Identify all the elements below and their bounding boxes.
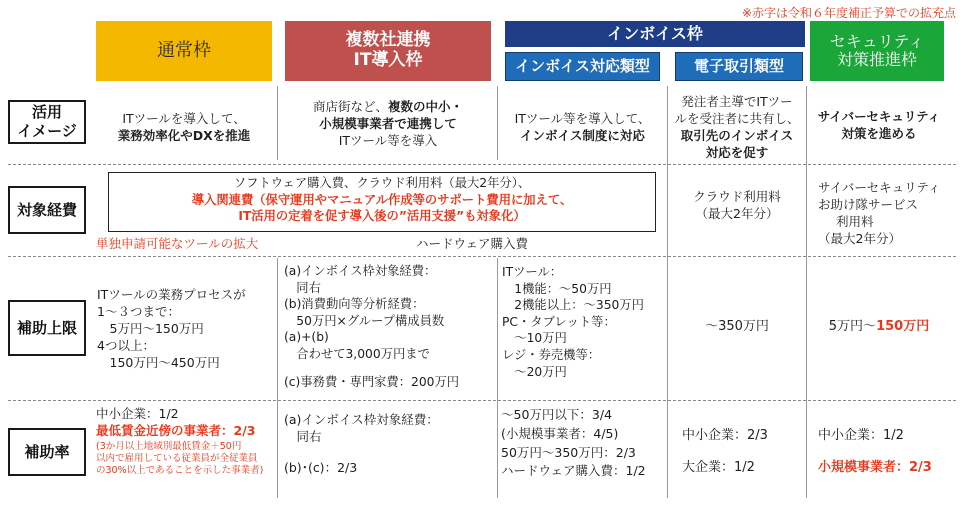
header-invoice-frame [505,21,805,47]
limit-invoice-line: 1機能：～50万円 [502,281,612,296]
limit-multi-line: (c)事務費・専門家費：200万円 [284,374,460,389]
limit-multi-line: (a)インボイス枠対象経費： [284,264,437,278]
limit-normal-line: 5万円～150万円 [97,320,204,336]
limit-security-min: 5万円～ [828,319,877,334]
expense-security-line-2: お助け隊サービス [818,196,919,212]
limit-security [809,318,949,336]
rate-security [818,427,954,476]
rate-normal-note-line: (3か月以上地域別最低賃金＋50円 [96,440,242,452]
col-divider-1b [277,258,278,498]
rate-normal-line-2: 最低賃金近傍の事業者：2/3 [96,422,256,438]
col-divider-2b [497,258,498,498]
header-security-label-1: セキュリティ [829,31,925,51]
usage-multi-line-1a: 商店街など、 [312,99,388,114]
expense-ec-line-2: （最大2年分） [695,205,779,221]
row-label-limit-text: 補助上限 [16,318,77,337]
expense-security-line-3: 利用料 [836,213,874,229]
expense-security [818,180,954,248]
rate-invoice-line: (小規模事業者：4/5) [501,425,619,441]
limit-multi-spacer [284,363,496,374]
expense-common-box [108,172,656,232]
limit-normal-line: 4つ以上： [97,337,155,353]
limit-invoice-line: ITツール： [502,265,563,279]
row-label-usage-1: 活用 [31,103,62,122]
usage-ec-line-2: ルを受注者に共有し、 [674,110,800,126]
rate-security-line-1: 中小企業：1/2 [818,428,904,443]
row-label-expense-text: 対象経費 [16,200,77,219]
limit-normal-line: 1～３つまで： [97,303,180,319]
expense-security-line-1: サイバーセキュリティ [818,180,941,195]
rate-normal-line-1: 中小企業：1/2 [96,406,179,421]
col-divider-4 [806,86,807,498]
rate-multi-line-2: 同右 [284,428,322,444]
usage-multi-line-3: ITツール等を導入 [338,132,438,148]
col-divider-2a [497,86,498,160]
header-security-label-2: 対策推進枠 [836,50,917,69]
usage-ec-line-1: 発注者主導でITツー [681,94,793,109]
limit-invoice-line: ～10万円 [502,331,567,346]
rate-invoice-line: 50万円～350万円：2/3 [501,444,636,460]
header-normal-label: 通常枠 [157,39,211,61]
rate-normal-note-line: 以内で雇用している従業員が全従業員 [96,453,258,465]
rate-invoice [501,406,666,481]
rate-normal-note [96,441,276,478]
limit-multi [284,263,496,390]
row-label-usage-2: イメージ [17,122,77,140]
limit-multi-line: (a)+(b) [284,330,329,345]
header-invoice-label: インボイス枠 [607,23,703,43]
rate-ec-line-1: 中小企業：2/3 [682,428,768,443]
row-label-rate-text: 補助率 [24,442,70,461]
header-multi-company-frame [285,21,491,81]
header-ec-label: 電子取引類型 [693,56,784,75]
header-multi-label-2: IT導入枠 [353,50,423,70]
limit-normal-line: 150万円～450万円 [97,354,220,370]
rate-ec-line-2: 大企業：1/2 [682,459,755,475]
header-multi-label-1: 複数社連携 [345,30,431,51]
row-divider-expense [8,256,956,257]
rate-ec [682,427,802,476]
rate-invoice-line: ハードウェア購入費：1/2 [501,463,646,479]
row-label-expense [8,186,86,234]
col-divider-1a [277,86,278,160]
limit-multi-line: 合わせて3,000万円まで [284,346,430,361]
usage-multi-line-2: 小規模事業者で連携して [319,115,457,131]
usage-multi [282,99,494,150]
rate-multi-line-3: (b)･(c)：2/3 [284,459,358,475]
header-invoice-type [505,52,660,81]
limit-multi-line: (b)消費動向等分析経費： [284,297,425,312]
limit-invoice-line: PC・タブレット等： [502,314,616,329]
row-divider-usage [8,164,956,165]
rate-multi [284,412,496,477]
limit-invoice-line: 2機能以上：～350万円 [502,298,644,313]
rate-normal-note-line: の30%以上であることを示した事業者) [96,465,264,477]
expense-ec-line-1: クラウド利用料 [693,189,781,204]
expense-security-line-4: （最大2年分） [818,230,901,246]
limit-normal-line: ITツールの業務プロセスが [97,287,246,302]
rate-normal [96,406,276,478]
expense-hardware: ハードウェア購入費 [415,236,528,251]
usage-ec-line-3: 取引先のインボイス [680,127,794,143]
row-label-limit [8,300,86,356]
usage-invoice [500,111,665,145]
expense-common-line-1: ソフトウェア購入費、クラウド利用料（最大2年分）、 [233,176,531,190]
usage-security-line-2: 対策を進める [841,125,917,141]
row-label-usage [8,100,86,144]
expansion-note: ※赤字は令和６年度補正予算での拡充点 [741,6,956,20]
expense-normal-note: 単独申請可能なツールの拡大 [96,236,259,251]
usage-security-line-1: サイバーセキュリティ [817,109,941,124]
expense-common-line-2: 導入関連費（保守運用やマニュアル作成等のサポート費用に加えて、 [191,192,573,207]
limit-invoice [502,264,666,380]
row-divider-limit [8,400,956,401]
limit-invoice-line: ～20万円 [502,364,567,379]
limit-multi-line: 同右 [284,280,321,295]
header-normal-frame [96,21,272,81]
usage-invoice-line-1: ITツール等を導入して、 [514,111,651,126]
usage-invoice-line-2: インボイス制度に対応 [520,127,645,143]
limit-multi-line: 50万円×グループ構成員数 [284,313,445,328]
expense-common-line-3: IT活用の定着を促す導入後の”活用支援”も対象化） [238,209,526,224]
usage-ec-line-4: 対応を促す [705,144,769,160]
limit-security-max: 150万円 [876,319,930,334]
usage-normal-line-1: ITツールを導入して、 [122,111,246,126]
usage-multi-line-1b: 複数の中小・ [388,99,464,114]
usage-ec [670,94,804,162]
usage-security [809,109,949,143]
rate-multi-line-1: (a)インボイス枠対象経費： [284,412,439,427]
row-label-rate [8,428,86,476]
col-divider-3 [667,86,668,498]
header-security-frame [810,21,944,81]
rate-invoice-line: ～50万円以下：3/4 [501,407,613,422]
limit-normal [97,287,275,371]
rate-security-line-2: 小規模事業者：2/3 [818,459,932,475]
header-invoice-type-label: インボイス対応類型 [515,56,650,75]
limit-invoice-line: レジ・券売機等： [502,347,601,362]
expense-ec [670,189,804,223]
limit-ec: ～350万円 [705,319,769,334]
header-electronic-transaction-type [675,52,803,81]
usage-normal [96,111,272,145]
usage-normal-line-2: 業務効率化やDXを推進 [117,127,251,143]
